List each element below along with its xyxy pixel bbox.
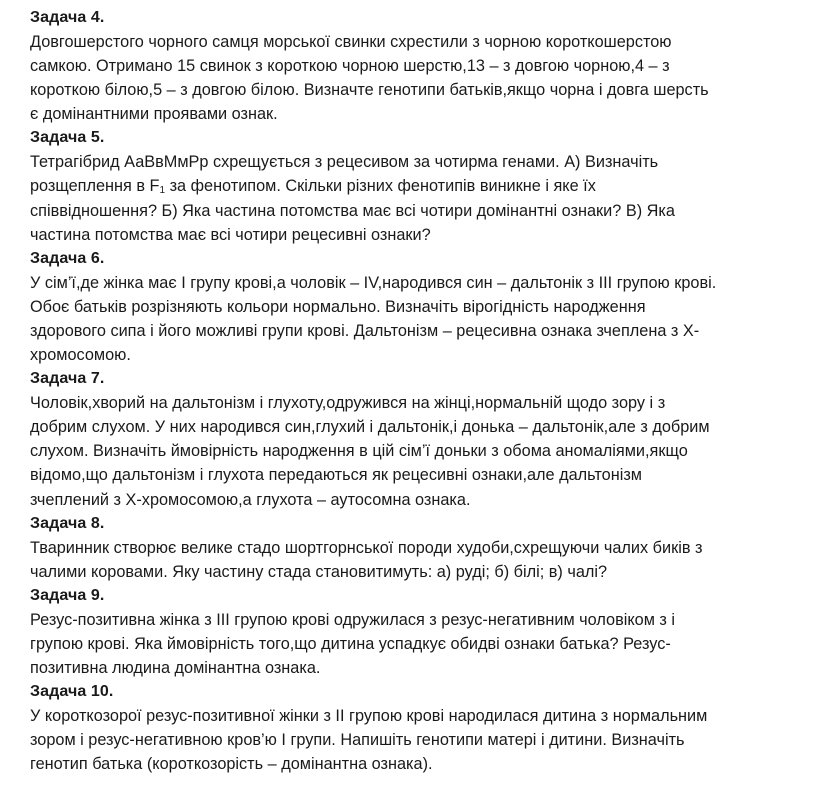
task-text bbox=[30, 150, 820, 246]
text-line: чалими коровами. Яку частину стада становитимуть: а) руді; б) білі; в) чалі? bbox=[30, 562, 608, 581]
task-text bbox=[30, 536, 820, 584]
text-line: відомо,що дальтонізм і глухота передаються як рецесивні ознаки,але дальтонізм bbox=[30, 466, 642, 485]
task-6 bbox=[30, 247, 820, 367]
task-text bbox=[30, 391, 820, 511]
text-line: є домінантними проявами ознак. bbox=[30, 105, 278, 124]
text-line: Довгошерстого чорного самця морської свинки схрестили з чорною короткошерстою bbox=[30, 33, 672, 51]
task-9 bbox=[30, 584, 820, 680]
task-text bbox=[30, 30, 820, 126]
text-line: У сім’ї,де жінка має І групу крові,а чоловік – IV,народився син – дальтонік з III групою крові. bbox=[30, 273, 717, 292]
task-7 bbox=[30, 367, 820, 511]
task-text bbox=[30, 271, 820, 367]
text-line: групою крові. Яка ймовірність того,що дитина успадкує обидві ознаки батька? Резус- bbox=[30, 634, 671, 653]
text-line: генотип батька (короткозорість – домінантна ознака). bbox=[30, 755, 433, 774]
task-8 bbox=[30, 512, 820, 584]
task-title: Задача 10. bbox=[30, 683, 114, 701]
text-line: хромосомою. bbox=[30, 346, 131, 365]
text-line: зчеплений з Х-хромосомою,а глухота – аутосомна ознака. bbox=[30, 490, 471, 509]
task-4 bbox=[30, 6, 820, 126]
task-5 bbox=[30, 126, 820, 246]
task-title: Задача 8. bbox=[30, 514, 105, 532]
task-title: Задача 6. bbox=[30, 249, 105, 267]
text-line: Обоє батьків розрізняють кольори нормально. Визначіть вірогідність народження bbox=[30, 297, 646, 316]
text-line: здорового сипа і його можливі групи крові. Дальтонізм – рецесивна ознака зчеплена з Х- bbox=[30, 321, 700, 340]
task-title: Задача 5. bbox=[30, 129, 105, 147]
text-fragment: розщеплення в F bbox=[30, 177, 160, 196]
text-line: зором і резус-негативною кров’ю І групи. Напишіть генотипи матері і дитини. Визначіть bbox=[30, 731, 685, 750]
task-text bbox=[30, 704, 820, 776]
subscript: 1 bbox=[159, 185, 166, 197]
text-line: Чоловік,хворий на дальтонізм і глухоту,одружився на жінці,нормальній щодо зору і з bbox=[30, 394, 666, 413]
task-title: Задача 7. bbox=[30, 370, 105, 388]
text-fragment: за фенотипом. Скільки різних фенотипів виникне і яке їх bbox=[165, 177, 596, 196]
text-line: короткою білою,5 – з довгою білою. Визначте генотипи батьків,якщо чорна і довга шерсть bbox=[30, 81, 709, 100]
text-line: У короткозорої резус-позитивної жінки з II групою крові народилася дитина з нормальним bbox=[30, 707, 708, 726]
text-line: слухом. Визначіть ймовірність народження в цій сім’ї доньки з обома аномаліями,якщо bbox=[30, 442, 688, 461]
task-title: Задача 4. bbox=[30, 9, 105, 26]
document bbox=[30, 6, 820, 776]
text-line: частина потомства має всі чотири рецесивні ознаки? bbox=[30, 225, 431, 244]
task-title: Задача 9. bbox=[30, 586, 105, 604]
text-line: позитивна людина домінантна ознака. bbox=[30, 658, 321, 677]
text-line: Резус-позитивна жінка з III групою крові одружилася з резус-негативним чоловіком з і bbox=[30, 610, 676, 629]
task-10 bbox=[30, 680, 820, 776]
text-line: співвідношення? Б) Яка частина потомства має всі чотири домінантні ознаки? В) Яка bbox=[30, 201, 675, 220]
task-text bbox=[30, 608, 820, 680]
text-line: добрим слухом. У них народився син,глухий і дальтонік,і донька – дальтонік,але з добрим bbox=[30, 418, 710, 437]
text-line: Тетрагібрид АаВвМмРр схрещується з рецесивом за чотирма генами. А) Визначіть bbox=[30, 153, 659, 172]
text-line bbox=[30, 174, 820, 198]
text-line: Тваринник створює велике стадо шортгорнської породи худоби,схрещуючи чалих биків з bbox=[30, 538, 703, 557]
text-line: самкою. Отримано 15 свинок з короткою чорною шерстю,13 – з довгою чорною,4 – з bbox=[30, 57, 670, 76]
